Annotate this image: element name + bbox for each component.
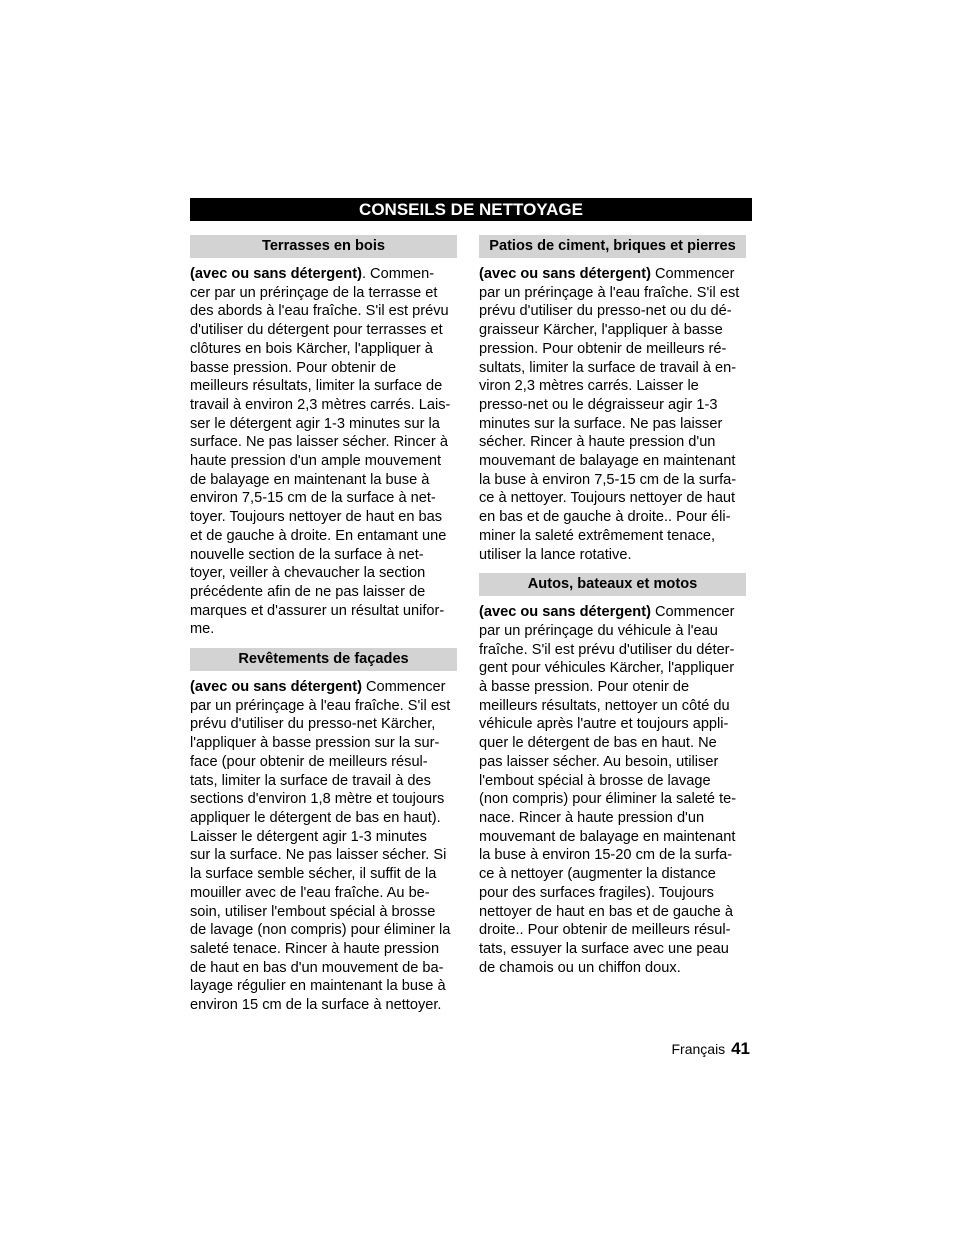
- left-column: [190, 235, 458, 1015]
- section-heading-patios: Patios de ciment, briques et pierres: [479, 235, 746, 258]
- text-terrasses: . Commen- cer par un prérinçage de la terrasse et des abords à l'eau fraîche. S'il est prévu d'utiliser du détergent pour terrasses et clôtures en bois Kärcher, l'appliquer à basse pression. Pour obtenir de meilleurs résultats, limiter la surface de travail à environ 2,3 mètres carrés. Lais- ser le détergent agir 1-3 minutes sur la surface. Ne pas laisser sécher. Rincer à haute pression d'un ample mouvement de balayage en maintenant la buse à environ 7,5-15 cm de la surface à net- toyer. Toujours nettoyer de haut en bas et de gauche à droite. En entamant une nouvelle section de la surface à net- toyer, veiller à chevaucher la section précédente afin de ne pas laisser de marques et d'assurer un résultat unifor- me.: [190, 266, 451, 638]
- section-body-patios: [479, 265, 749, 564]
- text-facades: Commencer par un prérinçage à l'eau fraîche. S'il est prévu d'utiliser du presso-net Kärcher, l'appliquer à basse pression sur la sur- face (pour obtenir de meilleurs résul- tats, limiter la surface de travail à des sections d'environ 1,8 mètre et toujours appliquer le détergent de bas en haut). Laisser le détergent agir 1-3 minutes sur la surface. Ne pas laisser sécher. Si la surface semble sécher, il suffit de la mouiller avec de l'eau fraîche. Au be- soin, utiliser l'embout spécial à brosse de lavage (non compris) pour éliminer la saleté tenace. Rincer à haute pression de haut en bas d'un mouvement de ba- layage régulier en maintenant la buse à environ 15 cm de la surface à nettoyer.: [190, 679, 451, 1014]
- section-heading-autos: Autos, bateaux et motos: [479, 573, 746, 596]
- section-body-terrasses: [190, 265, 458, 639]
- section-heading-facades: Revêtements de façades: [190, 648, 457, 671]
- text-autos: Commencer par un prérinçage du véhicule à l'eau fraîche. S'il est prévu d'utiliser du déter- gent pour véhicules Kärcher, l'appliquer à basse pression. Pour otenir de meilleurs résultats, nettoyer un côté du véhicule après l'autre et toujours appli- quer le détergent de bas en haut. Ne pas laisser sécher. Au besoin, utiliser l'embout spécial à brosse de lavage (non compris) pour éliminer la saleté te- nace. Rincer à haute pression d'un mouvemant de balayage en maintenant la buse à environ 15-20 cm de la surfa- ce à nettoyer (augmenter la distance pour des surfaces fragiles). Toujours nettoyer de haut en bas et de gauche à droite.. Pour obtenir de meilleurs résul- tats, essuyer la surface avec une peau de chamois ou un chiffon doux.: [479, 604, 737, 976]
- lead-facades: (avec ou sans détergent): [190, 679, 362, 696]
- lead-terrasses: (avec ou sans détergent): [190, 266, 362, 282]
- section-heading-terrasses: Terrasses en bois: [190, 235, 457, 258]
- lead-patios: (avec ou sans détergent): [479, 266, 651, 282]
- text-patios: Commencer par un prérinçage à l'eau fraîche. S'il est prévu d'utiliser du presso-net ou du dé- graisseur Kärcher, l'appliquer à basse pression. Pour obtenir de meilleurs ré- sultats, limiter la surface de travail à en- viron 2,3 mètres carrés. Laisser le presso-net ou le dégraisseur agir 1-3 minutes sur la surface. Ne pas laisser sécher. Rincer à haute pression d'un mouvemant de balayage en maintenant la buse à environ 7,5-15 cm de la surfa- ce à nettoyer. Toujours nettoyer de haut en bas et de gauche à droite.. Pour éli- miner la saleté extrêmement tenace, utiliser la lance rotative.: [479, 266, 740, 563]
- page-title: CONSEILS DE NETTOYAGE: [190, 198, 752, 221]
- lead-autos: (avec ou sans détergent): [479, 604, 651, 621]
- page-number: 41: [731, 1039, 750, 1058]
- right-column: [479, 235, 749, 977]
- footer-language: Français: [671, 1041, 726, 1057]
- page-footer: [672, 1038, 751, 1060]
- section-body-autos: [479, 603, 749, 977]
- section-body-facades: [190, 678, 458, 1015]
